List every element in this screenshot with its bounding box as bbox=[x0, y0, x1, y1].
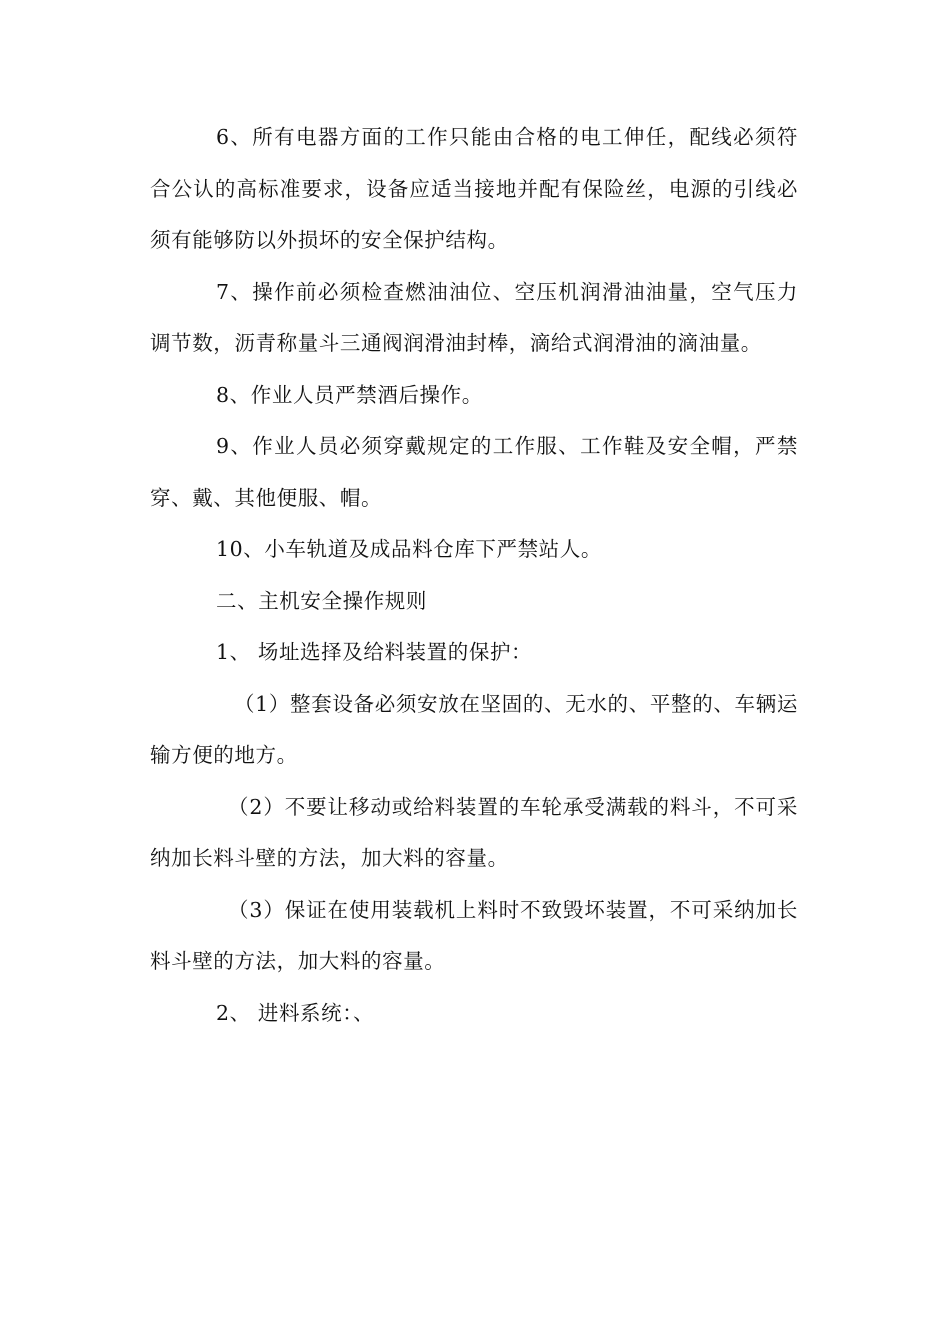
document-body bbox=[150, 112, 798, 1039]
paragraph-item-2: （2）不要让移动或给料装置的车轮承受满载的料斗，不可采纳加长料斗壁的方法，加大料的容量。 bbox=[150, 794, 798, 870]
paragraph-no-drinking: 8、作业人员严禁酒后操作。 bbox=[216, 382, 483, 407]
paragraph-no-standing: 10、小车轨道及成品料仓库下严禁站人。 bbox=[216, 537, 602, 561]
section-heading-main-machine: 二、主机安全操作规则 bbox=[216, 588, 427, 613]
paragraph-pre-operation-check: 7、操作前必须检查燃油油位、空压机润滑油油量，空气压力调节数，沥青称量斗三通阀润滑油封棒，滴给式润滑油的滴油量。 bbox=[150, 279, 798, 355]
paragraph-electrical-work: 6、所有电器方面的工作只能由合格的电工伸任，配线必须符合公认的高标准要求，设备应适当接地并配有保险丝，电源的引线必须有能够防以外损坏的安全保护结构。 bbox=[150, 125, 798, 252]
paragraph-feed-system: 2、 进料系统：、 bbox=[216, 1000, 375, 1025]
paragraph-site-selection: 1、 场址选择及给料装置的保护： bbox=[216, 640, 533, 664]
paragraph-item-3: （3）保证在使用装载机上料时不致毁坏装置，不可采纳加长料斗壁的方法，加大料的容量。 bbox=[150, 897, 798, 973]
paragraph-protective-gear: 9、作业人员必须穿戴规定的工作服、工作鞋及安全帽，严禁穿、戴、其他便服、帽。 bbox=[150, 434, 798, 510]
paragraph-item-1: （1）整套设备必须安放在坚固的、无水的、平整的、车辆运输方便的地方。 bbox=[150, 691, 798, 767]
